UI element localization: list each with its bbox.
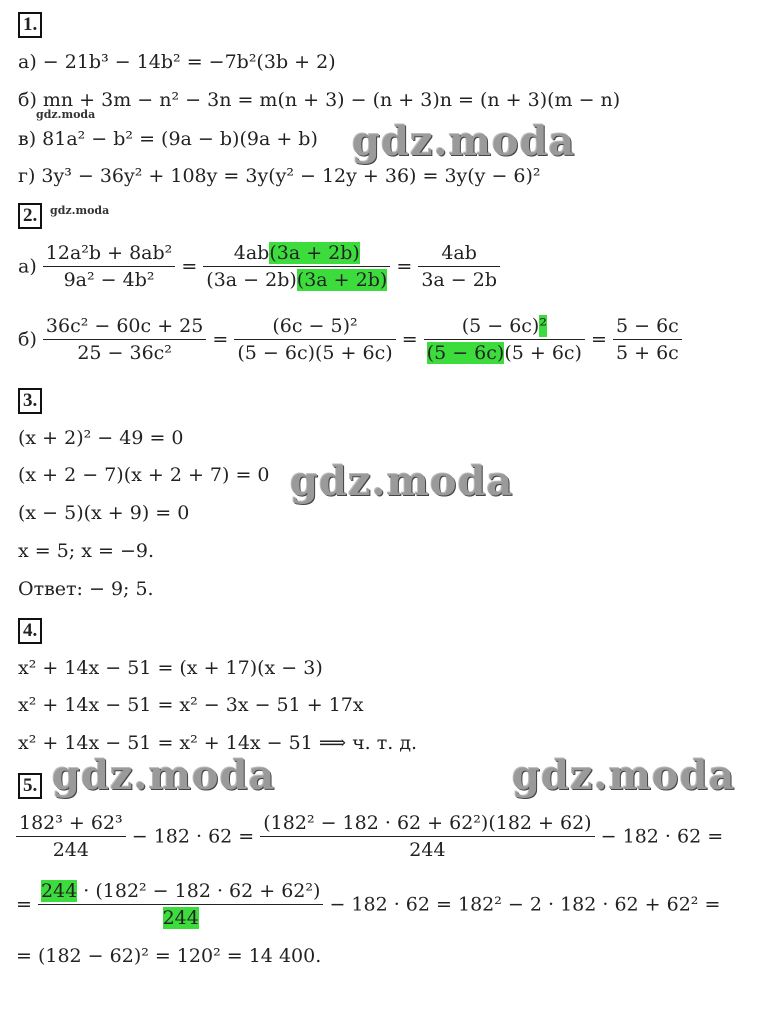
expression: − 182 · 62 = <box>600 825 724 848</box>
numerator-text: (5 − 6c) <box>461 315 540 337</box>
denominator: 244 <box>52 839 89 861</box>
watermark: gdz.moda <box>290 458 514 505</box>
fraction <box>613 313 682 366</box>
task-2-a-prefix: а) <box>18 255 37 278</box>
task-2-number: 2. <box>18 203 42 229</box>
denominator: 9a² − 4b² <box>63 269 155 291</box>
task-1-number: 1. <box>18 12 42 38</box>
fraction <box>38 878 323 931</box>
numerator: (182² − 182 · 62 + 62²)(182 + 62) <box>260 810 594 837</box>
watermark: gdz.moda <box>512 752 736 799</box>
equals: = <box>181 255 198 278</box>
denominator <box>424 340 585 366</box>
expression: − 182 · 62 = <box>131 825 255 848</box>
task-3-line-4: x = 5; x = −9. <box>18 540 155 562</box>
fraction <box>418 240 500 293</box>
watermark-small: gdz.moda <box>36 108 96 121</box>
task-3-answer: Ответ: − 9; 5. <box>18 578 154 600</box>
denominator: 3a − 2b <box>421 269 497 291</box>
task-4-line-1: x² + 14x − 51 = (x + 17)(x − 3) <box>18 657 323 679</box>
denominator: (5 − 6c)(5 + 6c) <box>237 342 393 364</box>
denominator-text: (5 + 6c) <box>504 342 582 364</box>
task-5-line-2 <box>16 878 720 931</box>
highlight-cancel: 244 <box>40 880 78 902</box>
watermark: gdz.moda <box>52 752 276 799</box>
denominator: 25 − 36c² <box>77 342 172 364</box>
task-2-b <box>18 313 682 366</box>
watermark: gdz.moda <box>352 118 576 165</box>
task-2-b-prefix: б) <box>18 328 37 351</box>
fraction <box>43 240 175 293</box>
task-4-line-2: x² + 14x − 51 = x² − 3x − 51 + 17x <box>18 694 364 716</box>
watermark-small: gdz.moda <box>50 204 110 217</box>
fraction <box>234 313 395 366</box>
task-4-line-3: x² + 14x − 51 = x² + 14x − 51 ⟹ ч. т. д. <box>18 732 418 754</box>
fraction <box>43 313 206 366</box>
task-5-line-3: = (182 − 62)² = 120² = 14 400. <box>16 945 322 967</box>
numerator <box>424 313 585 340</box>
highlight-cancel: (3a + 2b) <box>269 242 360 264</box>
denominator: 244 <box>409 839 446 861</box>
denominator <box>38 905 323 931</box>
fraction <box>260 810 594 863</box>
denominator: 5 + 6c <box>616 342 679 364</box>
fraction <box>424 313 585 366</box>
fraction <box>203 240 390 293</box>
equals: = <box>401 328 418 351</box>
denominator <box>203 267 390 293</box>
equals: = <box>16 893 32 916</box>
task-3-number: 3. <box>18 388 42 414</box>
equals: = <box>396 255 413 278</box>
highlight-cancel: (5 − 6c) <box>426 342 505 364</box>
task-1-v: в) 81a² − b² = (9a − b)(9a + b) <box>18 128 318 150</box>
task-1-a: а) − 21b³ − 14b² = −7b²(3b + 2) <box>18 51 336 73</box>
task-2-a <box>18 240 500 293</box>
numerator: 5 − 6c <box>613 313 682 340</box>
task-3-line-2: (x + 2 − 7)(x + 2 + 7) = 0 <box>18 464 270 486</box>
numerator: 12a²b + 8ab² <box>43 240 175 267</box>
equals: = <box>212 328 229 351</box>
numerator <box>203 240 390 267</box>
task-1-b: б) mn + 3m − n² − 3n = m(n + 3) − (n + 3)n = (n + 3)(m − n) <box>18 89 621 111</box>
numerator: 36c² − 60c + 25 <box>43 313 206 340</box>
numerator-text: · (182² − 182 · 62 + 62²) <box>77 880 321 902</box>
expression: − 182 · 62 = 182² − 2 · 182 · 62 + 62² = <box>329 893 721 916</box>
highlight-cancel: ² <box>539 315 547 337</box>
task-3-line-1: (x + 2)² − 49 = 0 <box>18 427 184 449</box>
highlight-cancel: 244 <box>162 907 199 929</box>
fraction <box>16 810 126 863</box>
numerator <box>38 878 323 905</box>
equals: = <box>591 328 607 351</box>
task-3-line-3: (x − 5)(x + 9) = 0 <box>18 502 190 524</box>
numerator-text: 4ab <box>233 242 270 264</box>
numerator: (6c − 5)² <box>234 313 395 340</box>
task-4-number: 4. <box>18 618 42 644</box>
task-5-line-1 <box>16 810 723 863</box>
numerator: 4ab <box>418 240 500 267</box>
task-5-number: 5. <box>18 773 42 799</box>
highlight-cancel: (3a + 2b) <box>296 269 388 291</box>
numerator: 182³ + 62³ <box>16 810 126 837</box>
task-1-g: г) 3y³ − 36y² + 108y = 3y(y² − 12y + 36) = 3y(y − 6)² <box>18 165 541 187</box>
denominator-text: (3a − 2b) <box>206 269 297 291</box>
